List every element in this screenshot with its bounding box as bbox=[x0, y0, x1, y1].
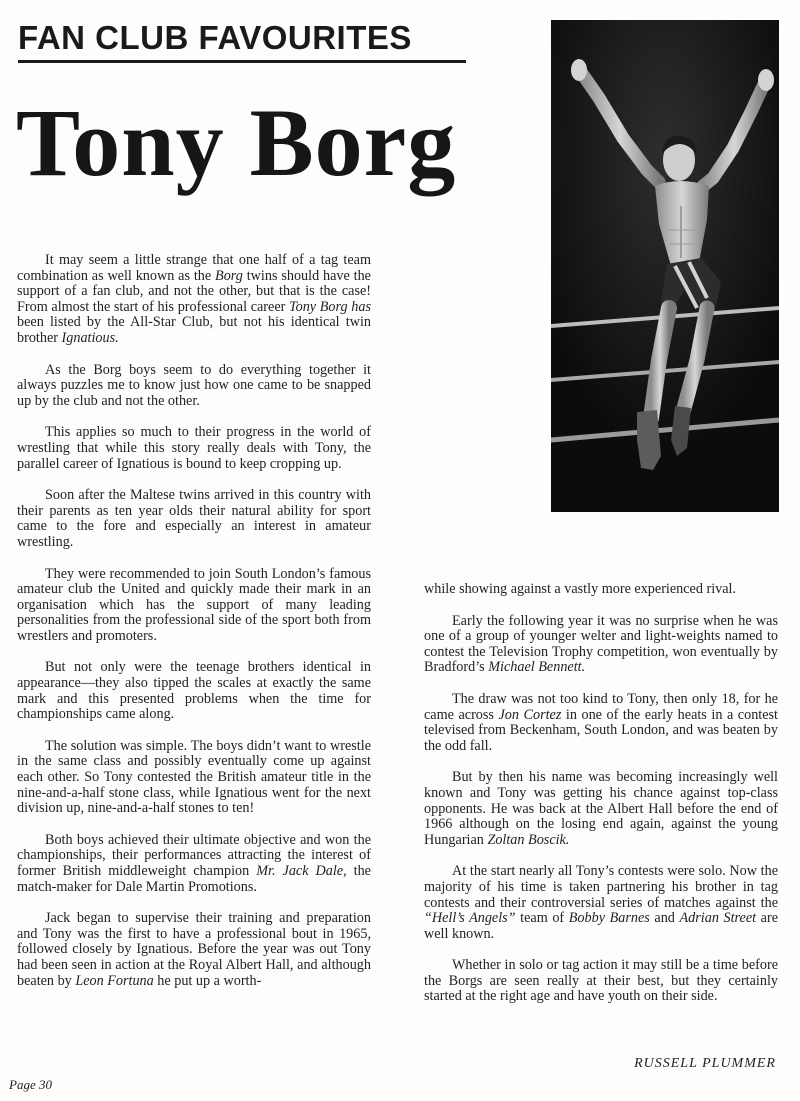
italic-name: Tony Borg has bbox=[289, 298, 371, 315]
article-paragraph bbox=[17, 488, 371, 550]
italic-name: Michael Bennett. bbox=[488, 659, 586, 676]
paragraph-text: twins should have the support of a fan club, and not the other, but that is the case! From almost the start of his professional career bbox=[17, 267, 371, 315]
paragraph-text: Both boys achieved their ultimate objective and won the championships, their performances attracting the interest of former British middleweight champion bbox=[17, 831, 371, 879]
italic-name: Bobby Barnes bbox=[568, 910, 650, 927]
article-paragraph bbox=[424, 770, 778, 848]
italic-name: Zoltan Boscik. bbox=[487, 831, 570, 848]
article-paragraph bbox=[424, 582, 778, 598]
paragraph-text: the match-maker for Dale Martin Promotions. bbox=[17, 863, 371, 895]
italic-name: “Hell’s Angels” bbox=[424, 910, 516, 927]
right-article-column bbox=[424, 582, 778, 1005]
article-paragraph bbox=[17, 253, 371, 347]
paragraph-text: been listed by the All-Star Club, but not his identical twin brother bbox=[17, 314, 371, 346]
italic-name: Ignatious. bbox=[61, 329, 119, 346]
paragraph-text: But not only were the teenage brothers identical in appearance—they also tipped the scales at exactly the same mark and this presented problems when the time for championships came along. bbox=[17, 659, 371, 723]
section-title: FAN CLUB FAVOURITES bbox=[18, 19, 412, 56]
italic-name: Adrian Street bbox=[679, 910, 757, 927]
paragraph-text: As the Borg boys seem to do everything together it always puzzles me to know just how one came to be snapped up by the club and not the other. bbox=[17, 361, 371, 409]
wrestler-leaping-photo bbox=[551, 20, 779, 512]
article-paragraph bbox=[17, 660, 371, 722]
paragraph-text: while showing against a vastly more experienced rival. bbox=[424, 581, 737, 597]
paragraph-text: The draw was not too kind to Tony, then only 18, for he came across bbox=[424, 690, 778, 723]
author-byline: RUSSELL PLUMMER bbox=[634, 1056, 776, 1071]
article-paragraph bbox=[424, 864, 778, 942]
italic-name: Leon Fortuna bbox=[75, 972, 154, 989]
article-paragraph bbox=[17, 739, 371, 817]
article-paragraph bbox=[424, 614, 778, 676]
article-paragraph bbox=[17, 911, 371, 989]
italic-name: Borg bbox=[215, 267, 243, 284]
section-rule bbox=[18, 60, 466, 63]
article-headline: Tony Borg bbox=[16, 89, 457, 196]
paragraph-text: They were recommended to join South London’s famous amateur club the United and quickly made their mark in an organisation which has the support of many leading personalities from the professional side of the sport both from wrestlers and promoters. bbox=[17, 565, 371, 644]
article-paragraph bbox=[17, 833, 371, 895]
italic-name: Jon Cortez bbox=[498, 706, 562, 723]
paragraph-text: Soon after the Maltese twins arrived in this country with their parents as ten year olds their natural ability for sport came to the fore and especially an interest in amateur wrestling. bbox=[17, 487, 371, 550]
paragraph-text: and bbox=[649, 910, 680, 927]
article-paragraph bbox=[17, 363, 371, 410]
page-number: Page 30 bbox=[9, 1077, 52, 1092]
paragraph-text: This applies so much to their progress in the world of wrestling that while this story really deals with Tony, the parallel career of Ignatious is bound to keep cropping up. bbox=[17, 424, 371, 472]
paragraph-text: The solution was simple. The boys didn’t want to wrestle in the same class and possibly eventually come up against each other. So Tony contested the British amateur title in the nine-and-a-half stone class, while Ignatious went for the next division up, nine-and-a-half stones to ten! bbox=[17, 737, 371, 817]
paragraph-text: But by then his name was becoming increasingly well known and Tony was getting his chance against top-class opponents. He was back at the Albert Hall before the end of 1966 although on the losing end again, against the young Hungarian bbox=[424, 769, 778, 848]
paragraph-text: team of bbox=[515, 910, 569, 927]
article-paragraph bbox=[424, 692, 778, 754]
paragraph-text: Whether in solo or tag action it may still be a time before the Borgs are seen really at their best, but they certainly started at the right age and have youth on their side. bbox=[424, 957, 778, 1005]
paragraph-text: in one of the early heats in a contest televised from Beckenham, South London, and was beaten by the odd fall. bbox=[424, 706, 778, 754]
article-paragraph bbox=[424, 958, 778, 1005]
paragraph-text: are well known. bbox=[424, 910, 778, 942]
article-paragraph bbox=[17, 425, 371, 472]
paragraph-text: At the start nearly all Tony’s contests were solo. Now the majority of his time is taken partnering his brother in tag contests and their controversial series of matches against the bbox=[424, 863, 778, 911]
left-article-column bbox=[17, 253, 371, 989]
paragraph-text: It may seem a little strange that one half of a tag team combination as well known as the bbox=[17, 252, 371, 284]
italic-name: Mr. Jack Dale, bbox=[256, 863, 347, 879]
paragraph-text: he put up a worth- bbox=[153, 972, 262, 989]
article-paragraph bbox=[17, 567, 371, 645]
paragraph-text: Jack began to supervise their training and preparation and Tony was the first to have a professional bout in 1965, followed closely by Ignatious. Before the year was out Tony had been seen in action at the Royal Albert Hall, and although beaten by bbox=[17, 910, 371, 989]
paragraph-text: Early the following year it was no surprise when he was one of a group of younger welter and light-weights named to contest the Television Trophy competition, won eventually by Bradford’s bbox=[424, 612, 778, 676]
